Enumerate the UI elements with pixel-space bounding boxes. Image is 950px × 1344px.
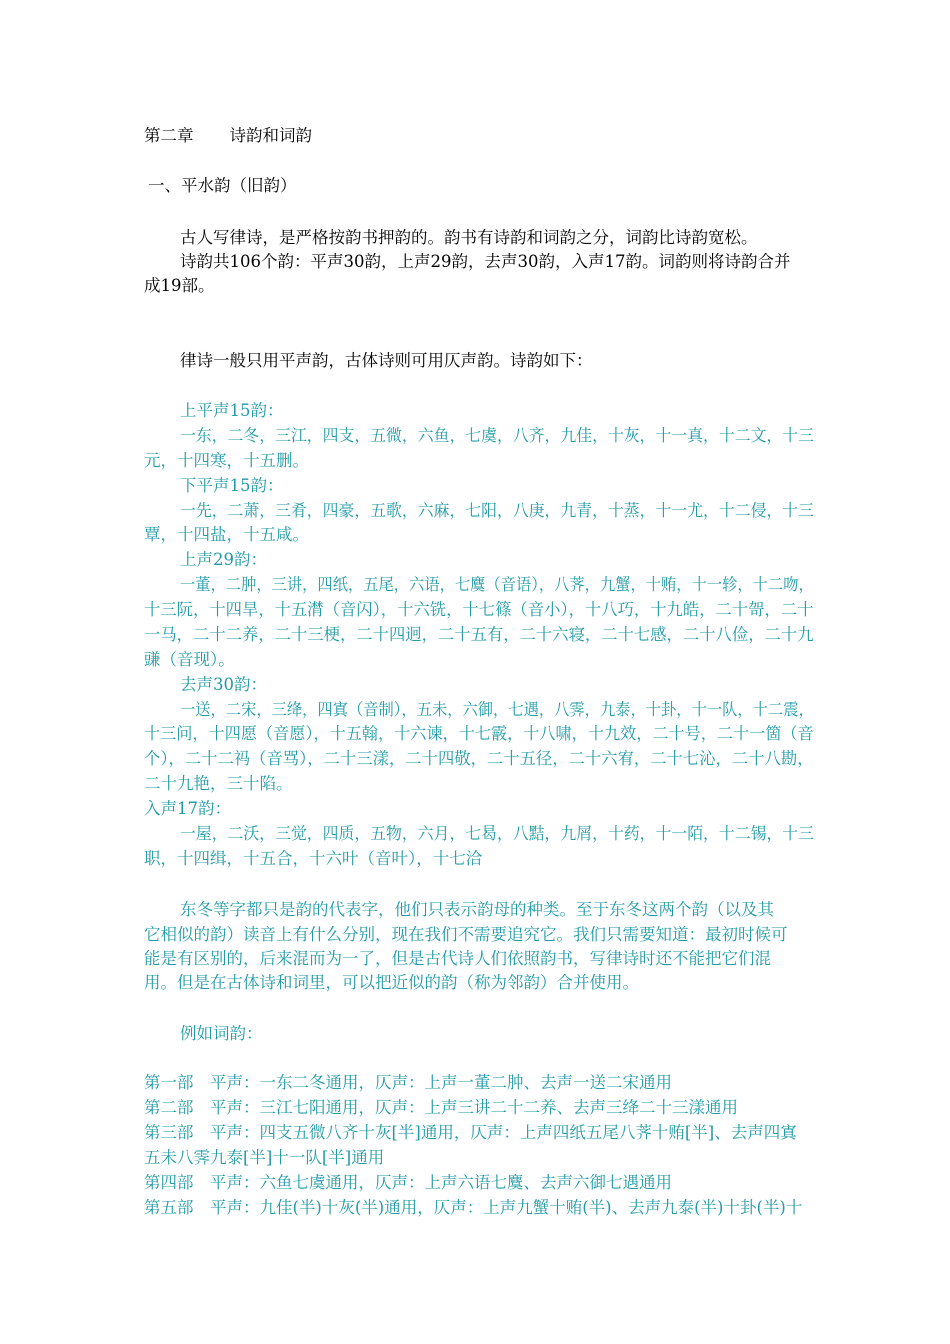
intro-paragraph-2-line-2: 成19部。 <box>144 276 215 295</box>
rhyme-list-line: 一马，二十二养，二十三梗，二十四迥，二十五有，二十六寝，二十七感，二十八俭，二十九 <box>144 625 814 644</box>
chapter-number: 第二章 <box>144 126 194 145</box>
rhyme-list-line: 豏（音现）。 <box>144 650 235 669</box>
rhyme-list-line: 一先，二萧，三肴，四豪，五歌，六麻，七阳，八庚，九青，十蒸，十一尤，十二侵，十三 <box>180 501 814 520</box>
rhyme-list-line: 职，十四缉，十五合，十六叶（音叶），十七洽 <box>144 849 483 868</box>
explanation-line: 能是有区别的，后来混而为一了，但是古代诗人们依照韵书，写律诗时还不能把它们混 <box>144 949 771 968</box>
rhyme-group-title: 上平声15韵： <box>180 401 284 420</box>
rhyme-group-title: 入声17韵： <box>144 799 231 818</box>
rhyme-list-line: 一东，二冬，三江，四支，五微，六鱼，七虞，八齐，九佳，十灰，十一真，十二文，十三 <box>180 426 814 445</box>
section-heading: 一、平水韵（旧韵） <box>148 176 297 195</box>
intro-paragraph-1: 古人写律诗，是严格按韵书押韵的。韵书有诗韵和词韵之分，词韵比诗韵宽松。 <box>180 228 758 247</box>
ci-part-line: 五未八霁九泰[半]十一队[半]通用 <box>144 1148 385 1167</box>
rhyme-list-line: 十三阮，十四旱，十五潸（音闪），十六铣，十七篠（音小），十八巧，十九皓，二十哿，二十 <box>144 600 814 619</box>
explanation-line: 东冬等字都只是韵的代表字，他们只表示韵母的种类。至于东冬这两个韵（以及其 <box>180 900 774 919</box>
ci-part-line: 第三部 平声：四支五微八齐十灰[半]通用，仄声：上声四纸五尾八荠十贿[半]、去声四寘 <box>144 1123 797 1142</box>
explanation-line: 用。但是在古体诗和词里，可以把近似的韵（称为邻韵）合并使用。 <box>144 973 639 992</box>
rhyme-group-title: 去声30韵： <box>180 675 267 694</box>
explanation-line: 它相似的韵）读音上有什么分别，现在我们不需要追究它。我们只需要知道：最初时候可 <box>144 925 788 944</box>
rhyme-list-line: 二十九艳，三十陷。 <box>144 774 293 793</box>
rhyme-group-title: 上声29韵： <box>180 550 267 569</box>
rhyme-list-line: 十三问，十四愿（音愿），十五翰，十六谏，十七霰，十八啸，十九效，二十号，二十一箇（音 <box>144 724 814 743</box>
intro-paragraph-3: 律诗一般只用平声韵，古体诗则可用仄声韵。诗韵如下： <box>180 351 593 370</box>
rhyme-list-line: 个），二十二祃（音骂），二十三漾，二十四敬，二十五径，二十六宥，二十七沁，二十八勘， <box>144 749 814 768</box>
ci-part-line: 第五部 平声：九佳(半)十灰(半)通用，仄声：上声九蟹十贿(半)、去声九泰(半)十卦(半)十 <box>144 1198 803 1217</box>
ci-part-line: 第一部 平声：一东二冬通用，仄声：上声一董二肿、去声一送二宋通用 <box>144 1073 672 1092</box>
rhyme-list-line: 元，十四寒，十五删。 <box>144 451 309 470</box>
rhyme-group-title: 下平声15韵： <box>180 476 284 495</box>
rhyme-list-line: 覃，十四盐，十五咸。 <box>144 525 309 544</box>
rhyme-list-line: 一董，二肿，三讲，四纸，五尾，六语，七麌（音语），八荠，九蟹，十贿，十一轸，十二吻， <box>180 575 814 594</box>
rhyme-list-line: 一屋，二沃，三觉，四质，五物，六月，七曷，八黠，九屑，十药，十一陌，十二锡，十三 <box>180 824 814 843</box>
example-heading: 例如词韵： <box>180 1024 263 1043</box>
ci-part-line: 第二部 平声：三江七阳通用，仄声：上声三讲二十二养、去声三绛二十三漾通用 <box>144 1098 738 1117</box>
chapter-heading <box>144 124 312 148</box>
intro-paragraph-2-line-1: 诗韵共106个韵：平声30韵，上声29韵，去声30韵，入声17韵。词韵则将诗韵合并 <box>180 252 791 271</box>
chapter-title: 诗韵和词韵 <box>229 126 312 145</box>
rhyme-list-line: 一送，二宋，三绛，四寘（音制），五未，六御，七遇，八霁，九泰，十卦，十一队，十二震， <box>180 700 814 719</box>
ci-part-line: 第四部 平声：六鱼七虞通用，仄声：上声六语七麌、去声六御七遇通用 <box>144 1173 672 1192</box>
